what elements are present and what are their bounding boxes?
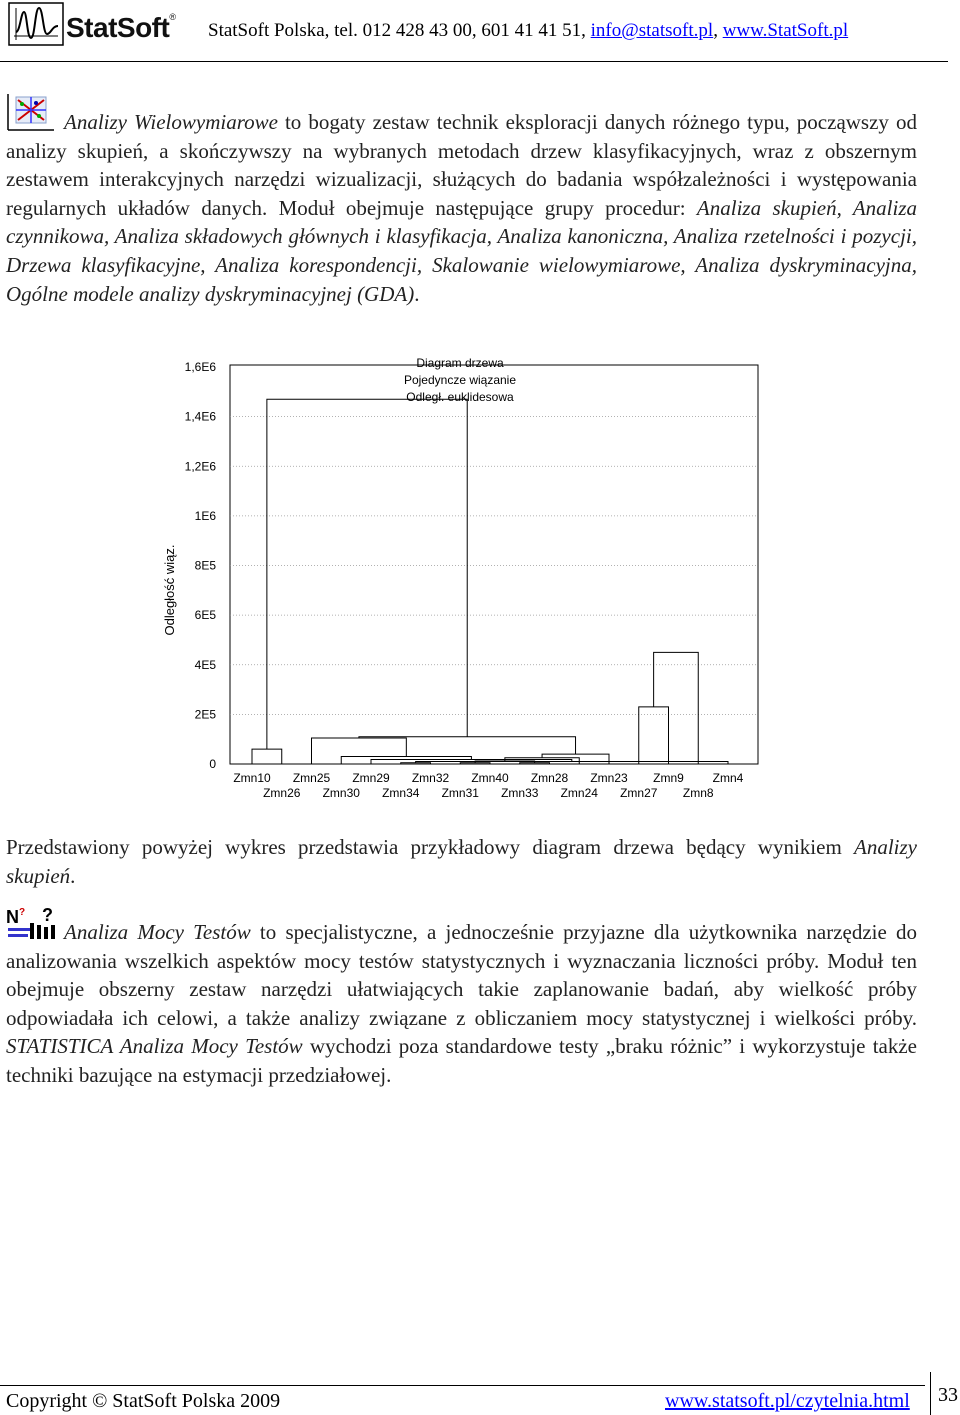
- page-header: [0, 0, 960, 62]
- chart-title-line: Diagram drzewa: [416, 356, 504, 370]
- dendrogram-chart: [0, 345, 960, 815]
- x-tick-label: Zmn31: [441, 786, 479, 800]
- svg-text:?: ?: [42, 905, 53, 925]
- page-number: 33: [938, 1384, 958, 1406]
- y-tick-label: 1E6: [194, 508, 216, 523]
- dendrogram-link: [267, 399, 467, 749]
- x-tick-label: Zmn25: [292, 771, 331, 785]
- y-tick-label: 2E5: [194, 707, 216, 722]
- x-tick-label: Zmn28: [530, 771, 569, 785]
- statsoft-logo-icon: [8, 2, 64, 46]
- chart-title-line: Pojedyncze wiązanie: [403, 373, 517, 387]
- cluster-analysis-link-text: Analizy skupień: [6, 835, 917, 888]
- y-tick-label: 1,2E6: [184, 459, 216, 474]
- plot-frame: [230, 365, 758, 764]
- module-name-power: Analiza Mocy Testów: [64, 920, 251, 944]
- dendrogram-link: [654, 652, 699, 764]
- y-tick-label: 0: [209, 757, 216, 771]
- x-tick-label: Zmn34: [382, 786, 420, 800]
- page-number-divider: [930, 1372, 931, 1415]
- website-link[interactable]: www.StatSoft.pl: [722, 20, 849, 41]
- y-tick-label: 4E5: [194, 657, 216, 672]
- y-tick-label: 8E5: [194, 558, 216, 573]
- x-tick-label: Zmn33: [501, 786, 539, 800]
- svg-text:?: ?: [19, 907, 26, 918]
- x-tick-label: Zmn40: [471, 771, 509, 785]
- y-axis-label: Odległość wiąz.: [162, 544, 177, 636]
- header-divider: [0, 61, 948, 62]
- dendrogram-link: [252, 749, 282, 764]
- svg-text:N: N: [6, 907, 19, 927]
- procedure-list: Analiza skupień, Analiza czynnikowa, Analiza składowych głównych i klasyfikacja, Analiza kanoniczna, Analiza rzetelności i pozycji, Drzewa klasyfikacyjne, Analiza korespondencji, Skalowanie wielowymiarowe, Analiza dyskryminacyjna, Ogólne modele analizy dyskryminacyjnej (GDA): [6, 195, 917, 306]
- x-tick-label: Zmn32: [411, 771, 450, 785]
- y-tick-label: 1,4E6: [184, 409, 216, 424]
- dendrogram-link: [359, 737, 576, 754]
- y-tick-label: 1,6E6: [184, 360, 216, 374]
- x-tick-label: Zmn23: [590, 771, 628, 785]
- x-tick-label: Zmn4: [712, 771, 744, 785]
- multivariate-paragraph: Analizy Wielowymiarowe to bogaty zestaw technik eksploracji danych różnego typu, począwszy od analizy skupień, a skończywszy na wybranych metodach drzew klasyfikacyjnych, wraz z obszernym zestawem interakcyjnych narzędzi wizualizacji, służących do badania współzależności i występowania regularnych układów danych. Moduł obejmuje następujące grupy procedur: Analiza skupień, Analiza czynnikowa, Analiza składowych głównych i klasyfikacja, Analiza kanoniczna, Analiza rzetelności i pozycji, Drzewa klasyfikacyjne, Analiza korespondencji, Skalowanie wielowymiarowe, Analiza dyskryminacyjna, Ogólne modele analizy dyskryminacyjnej (GDA).: [6, 110, 917, 306]
- footer-url-link[interactable]: www.statsoft.pl/czytelnia.html: [665, 1390, 910, 1412]
- x-tick-label: Zmn27: [620, 786, 658, 800]
- x-tick-label: Zmn29: [352, 771, 390, 785]
- x-tick-label: Zmn9: [653, 771, 684, 785]
- x-tick-label: Zmn24: [560, 786, 598, 800]
- x-tick-label: Zmn10: [233, 771, 271, 785]
- x-tick-label: Zmn26: [263, 786, 301, 800]
- contact-info: StatSoft Polska, tel. 012 428 43 00, 601 41 41 51,: [208, 20, 586, 41]
- copyright-text: Copyright © StatSoft Polska 2009: [6, 1390, 281, 1412]
- product-name: STATISTICA Analiza Mocy Testów: [6, 1034, 303, 1059]
- dendrogram-link: [639, 707, 669, 764]
- brand-name: StatSoft®: [66, 12, 176, 43]
- x-tick-label: Zmn8: [682, 786, 714, 800]
- power-analysis-paragraph: Analiza Mocy Testów to specjalistyczne, a jednocześnie przyjazne dla użytkownika narzędzie do analizowania wszelkich aspektów mocy testów statystycznych i wyznaczania liczności próby. Moduł ten obejmuje obszerny zestaw narzędzi ułatwiających takie zaplanowanie badań, aby wielkość próby odpowiadała ich celowi, a także analizy związane z obliczaniem mocy statystycznej i wielkości próby. STATISTICA Analiza Mocy Testów wychodzi poza standardowe testy „braku różnic” i wykorzystuje także techniki bazujące na estymacji przedziałowej.: [6, 920, 917, 1087]
- dendrogram-link: [312, 738, 407, 764]
- x-tick-label: Zmn30: [322, 786, 360, 800]
- header-contact: StatSoft Polska, tel. 012 428 43 00, 601 41 41 51, info@statsoft.pl, www.StatSoft.pl: [208, 20, 849, 41]
- chart-title-line: Odległ. euklidesowa: [406, 390, 514, 404]
- chart-caption-paragraph: Przedstawiony powyżej wykres przedstawia przykładowy diagram drzewa będący wynikiem Analizy skupień.: [6, 835, 917, 888]
- footer-divider: [0, 1385, 925, 1386]
- email-link[interactable]: info@statsoft.pl: [590, 20, 714, 41]
- module-name: Analizy Wielowymiarowe: [64, 110, 278, 134]
- y-tick-label: 6E5: [194, 608, 216, 623]
